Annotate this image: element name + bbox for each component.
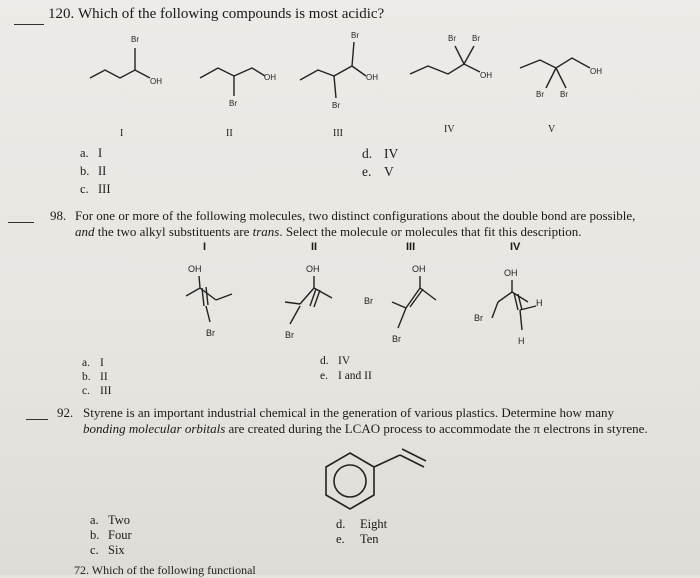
label-120-IV: IV <box>444 124 455 135</box>
option-92-c[interactable]: c. Six <box>90 543 125 557</box>
atom-oh-120-2: OH <box>264 73 276 82</box>
label-98-II: II <box>311 241 318 253</box>
question-120-number: 120. <box>48 6 75 22</box>
atom-h-98-2: H <box>518 336 525 346</box>
option-98-a[interactable]: a. I <box>82 357 104 369</box>
option-120-a[interactable]: a. I <box>80 146 103 160</box>
label-120-V: V <box>548 124 556 135</box>
question-92-line1: Styrene is an important industrial chemical in the generation of various plastics. Determine how many <box>83 405 615 420</box>
atom-oh-120-3: OH <box>366 73 378 82</box>
option-120-e[interactable]: e. V <box>362 164 394 179</box>
question-98-line1: For one or more of the following molecules, two distinct configurations about the double bond are possible, <box>75 208 636 223</box>
option-120-c[interactable]: c. III <box>80 182 111 196</box>
label-98-I: I <box>203 241 207 253</box>
label-98-III: III <box>406 241 416 253</box>
option-98-e[interactable]: e. I and II <box>320 370 372 382</box>
atom-br-120-7: Br <box>536 90 544 99</box>
question-92-line2: bonding molecular orbitals are created during the LCAO process to accommodate the π electrons in styrene. <box>83 421 648 436</box>
option-120-b[interactable]: b. II <box>80 164 107 178</box>
atom-oh-120-4: OH <box>480 71 492 80</box>
atom-br-98-5: Br <box>474 313 483 323</box>
question-92-number: 92. <box>57 405 74 420</box>
atom-oh-120-5: OH <box>590 67 602 76</box>
label-98-IV: IV <box>510 241 521 253</box>
atom-br-120-6: Br <box>472 34 480 43</box>
question-98-number: 98. <box>50 208 67 223</box>
atom-h-98-1: H <box>536 298 543 308</box>
atom-br-98-4: Br <box>392 334 401 344</box>
label-120-I: I <box>120 128 124 139</box>
atom-br-120-2: Br <box>229 99 237 108</box>
answer-blank-120[interactable] <box>14 24 44 25</box>
atom-br-98-3: Br <box>364 296 373 306</box>
question-120-structures <box>0 28 700 148</box>
atom-br-98-1: Br <box>206 328 215 338</box>
option-98-b[interactable]: b. II <box>82 371 108 383</box>
atom-br-120-1: Br <box>131 35 139 44</box>
atom-br-98-2: Br <box>285 330 294 340</box>
atom-br-120-3: Br <box>351 31 359 40</box>
option-120-d[interactable]: d. IV <box>362 146 399 161</box>
option-92-a[interactable]: a. Two <box>90 513 131 527</box>
atom-br-120-5: Br <box>448 34 456 43</box>
styrene-structure <box>300 437 460 527</box>
answer-blank-98[interactable] <box>8 222 34 223</box>
question-120-text: Which of the following compounds is most acidic? <box>78 6 385 22</box>
atom-oh-98-4: OH <box>504 268 518 278</box>
atom-oh-98-3: OH <box>412 264 426 274</box>
atom-oh-98-2: OH <box>306 264 320 274</box>
label-120-II: II <box>226 128 233 139</box>
answer-blank-92[interactable] <box>26 419 48 420</box>
label-120-III: III <box>333 128 343 139</box>
option-92-b[interactable]: b. Four <box>90 528 132 542</box>
atom-oh-120-1: OH <box>150 77 162 86</box>
atom-oh-98-1: OH <box>188 264 202 274</box>
question-98-line2: and the two alkyl substituents are trans. Select the molecule or molecules that fit this description. <box>75 224 582 239</box>
option-98-c[interactable]: c. III <box>82 385 112 397</box>
question-98-structures <box>0 258 700 368</box>
option-92-e[interactable]: e. Ten <box>336 532 379 546</box>
atom-br-120-8: Br <box>560 90 568 99</box>
option-92-d[interactable]: d. Eight <box>336 517 388 531</box>
option-98-d[interactable]: d. IV <box>320 355 351 367</box>
atom-br-120-4: Br <box>332 101 340 110</box>
next-question-fragment: 72. Which of the following functional <box>74 563 256 577</box>
